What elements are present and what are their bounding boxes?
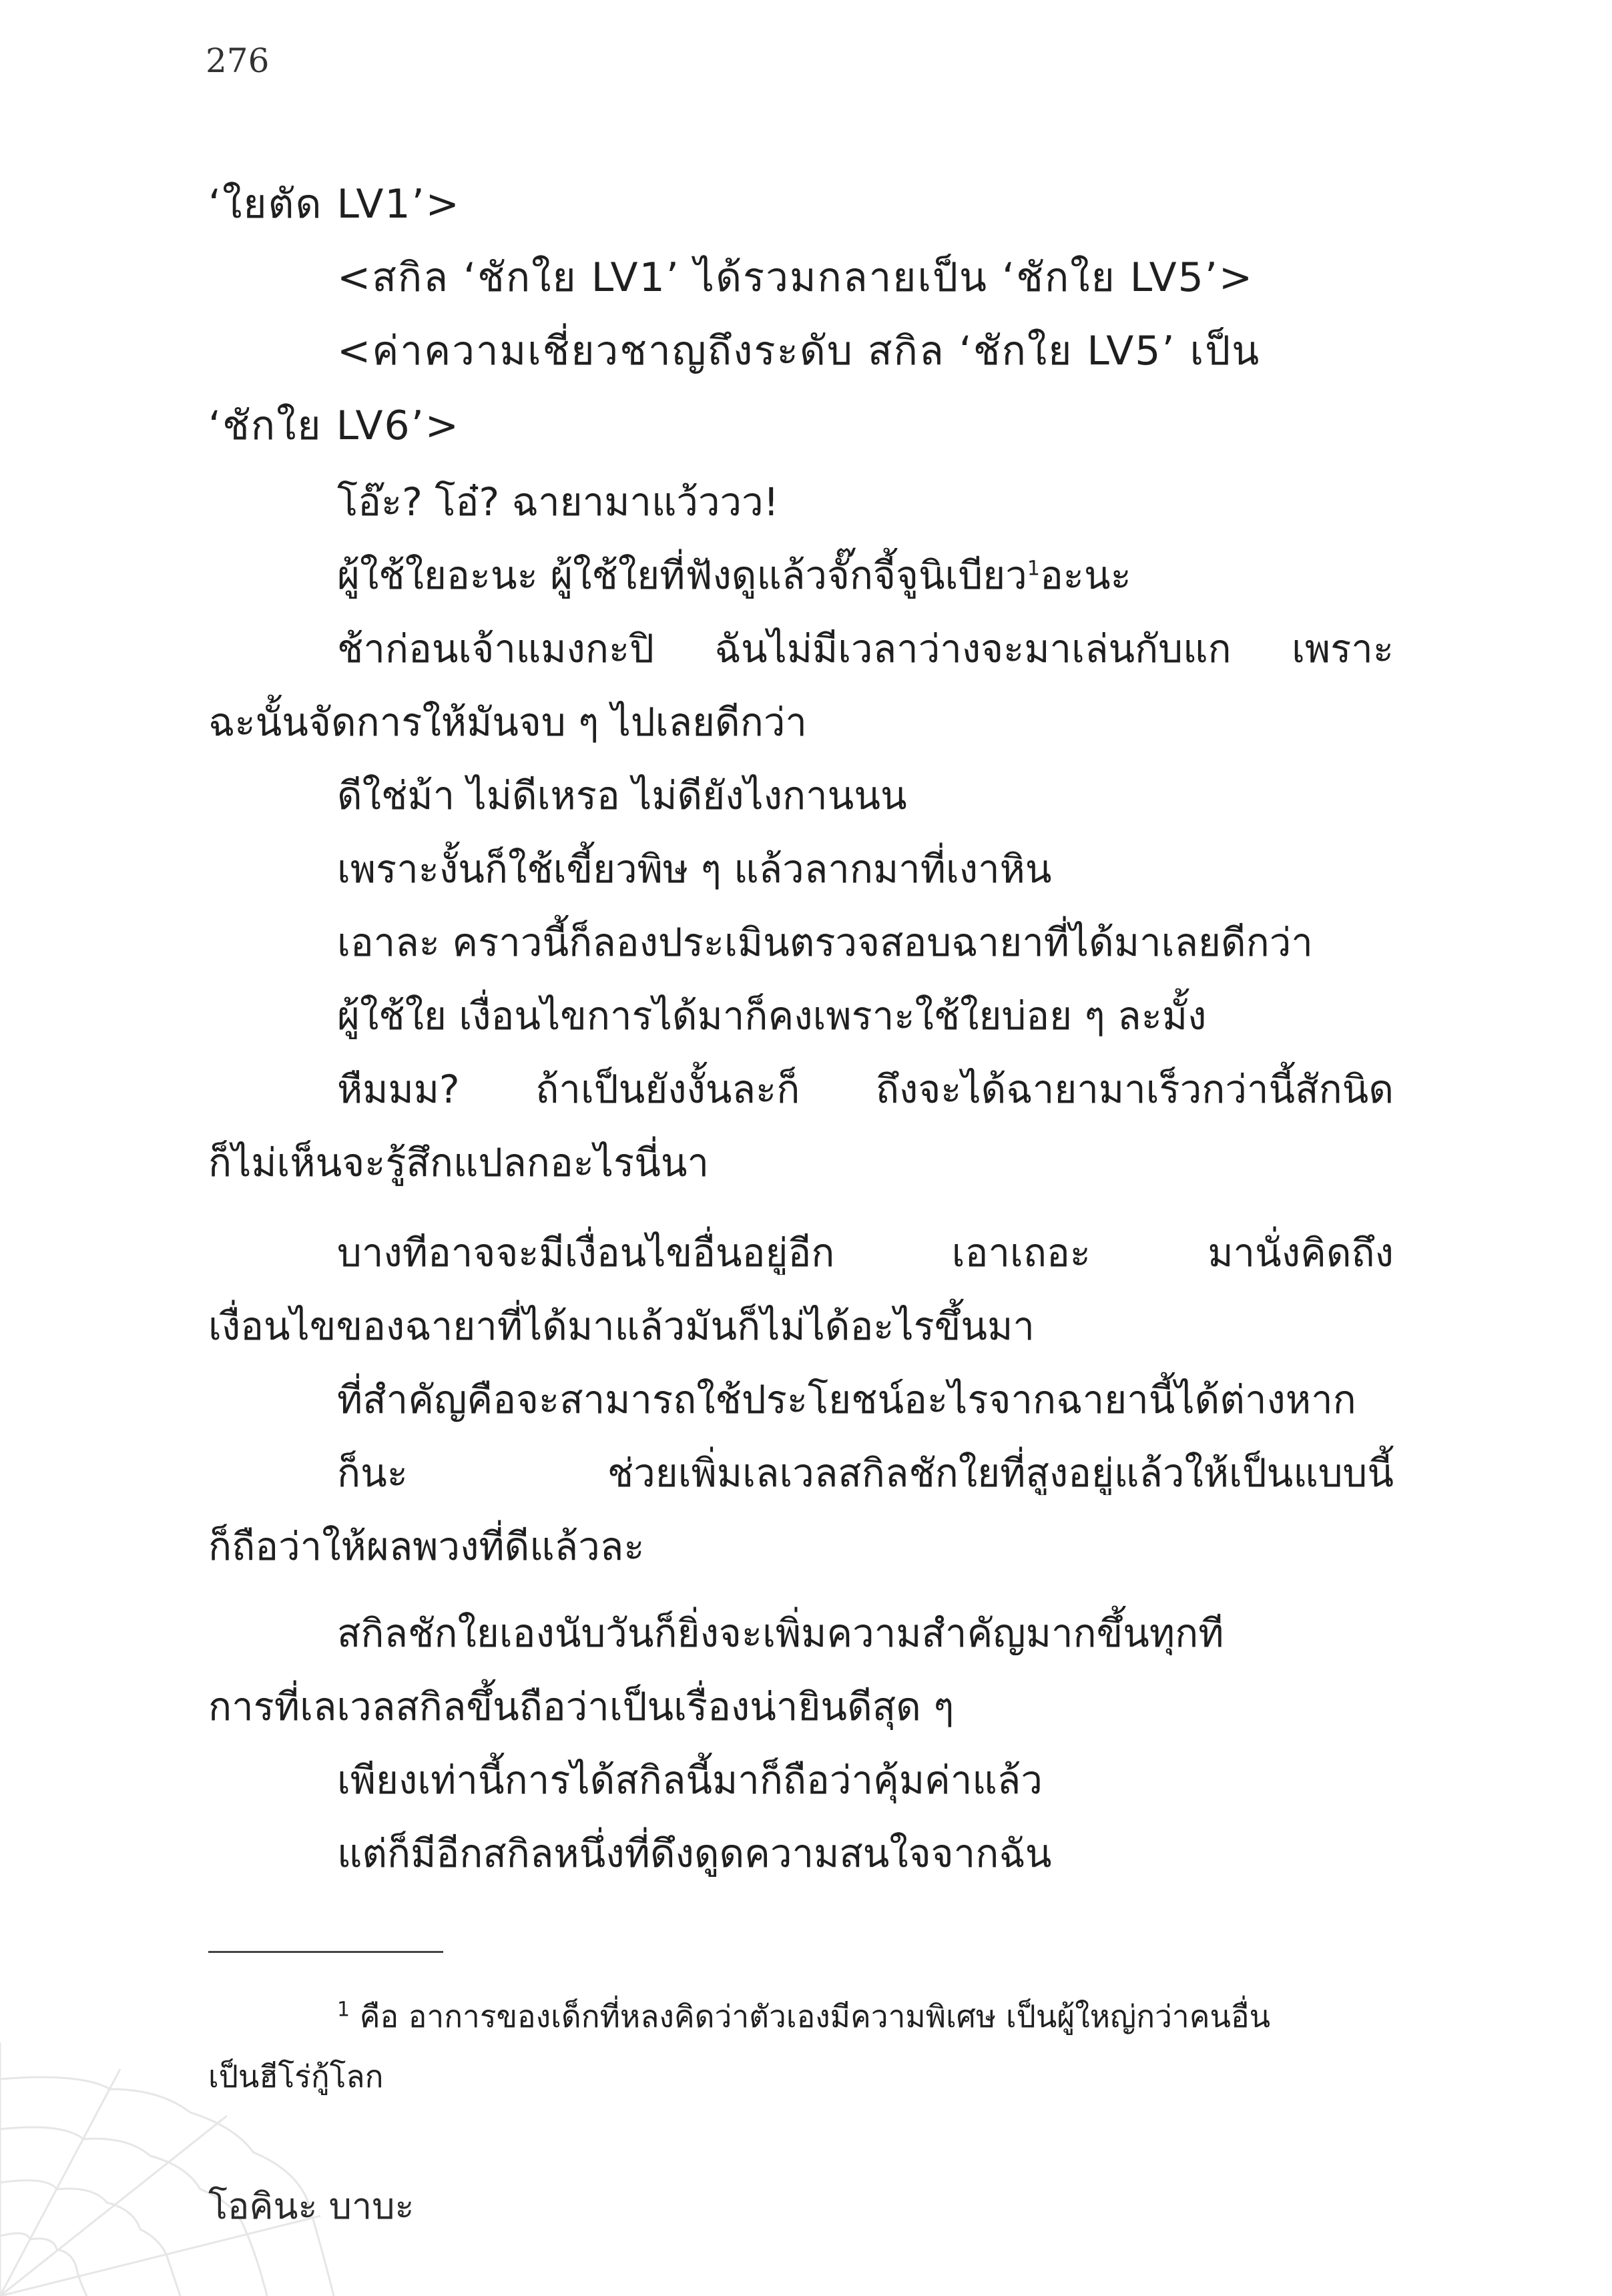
spider-web-icon [0, 2016, 347, 2296]
footnote-divider [208, 1951, 443, 1953]
body-line: บางทีอาจจะมีเงื่อนไขอื่นอยู่อีก เอาเถอะ มานั่งคิดถึง [337, 1230, 1394, 1275]
body-line: แต่ก็มีอีกสกิลหนึ่งที่ดึงดูดความสนใจจากฉัน [337, 1831, 1052, 1876]
system-message-line: <สกิล ‘ชักใย LV1’ ได้รวมกลายเป็น ‘ชักใย LV5’> [337, 254, 1254, 301]
body-line: เพียงเท่านี้การได้สกิลนี้มาก็ถือว่าคุ้มค่าแล้ว [337, 1757, 1043, 1803]
body-line: สกิลชักใยเองนับวันก็ยิ่งจะเพิ่มความสำคัญมากขึ้นทุกที [337, 1611, 1224, 1655]
system-message-line: <ค่าความเชี่ยวชาญถึงระดับ สกิล ‘ชักใย LV5’ เป็น [337, 328, 1261, 374]
body-line: ดีใช่ม้า ไม่ดีเหรอ ไม่ดียังไงกานนน [337, 773, 907, 818]
body-line: เพราะงั้นก็ใช้เขี้ยวพิษ ๆ แล้วลากมาที่เงาหิน [337, 846, 1052, 892]
system-message-line: ‘ใยตัด LV1’> [208, 181, 461, 228]
body-text: อะนะ [1039, 553, 1131, 598]
footnote-marker: 1 [337, 1998, 350, 2022]
body-line: การที่เลเวลสกิลขึ้นถือว่าเป็นเรื่องน่ายินดีสุด ๆ [208, 1684, 955, 1729]
body-line: ช้าก่อนเจ้าแมงกะปิ ฉันไม่มีเวลาว่างจะมาเล่นกับแก เพราะ [337, 626, 1394, 671]
body-line: เอาละ คราวนี้ก็ลองประเมินตรวจสอบฉายาที่ได้มาเลยดีกว่า [337, 920, 1313, 965]
page-number: 276 [206, 41, 270, 80]
body-line: หืมมม? ถ้าเป็นยังงั้นละก็ ถึงจะได้ฉายามาเร็วกว่านี้สักนิด [337, 1067, 1394, 1111]
body-line: ผู้ใช้ใย เงื่อนไขการได้มาก็คงเพราะใช้ใยบ่อย ๆ ละมั้ง [337, 993, 1207, 1039]
footnote-line: เป็นฮีโร่กู้โลก [208, 2058, 384, 2094]
body-line-with-footnote [337, 544, 1131, 606]
body-line: เงื่อนไขของฉายาที่ได้มาแล้วมันก็ไม่ได้อะไรขึ้นมา [208, 1304, 1035, 1349]
author-footer: โอคินะ บาบะ [208, 2185, 415, 2227]
body-text: ผู้ใช้ใยอะนะ ผู้ใช้ใยที่ฟังดูแล้วจั๊กจี้จูนิเบียว [337, 553, 1027, 598]
footnote-reference: 1 [1027, 557, 1040, 581]
footnote-line [337, 1992, 1270, 2041]
body-line: ก็ถือว่าให้ผลพวงที่ดีแล้วละ [208, 1524, 645, 1569]
body-line: โอ๊ะ? โอ๋? ฉายามาแว้ววว! [337, 479, 779, 525]
body-line: ก็ไม่เห็นจะรู้สึกแปลกอะไรนี่นา [208, 1140, 710, 1185]
body-line: ที่สำคัญคือจะสามารถใช้ประโยชน์อะไรจากฉายานี้ได้ต่างหาก [337, 1377, 1356, 1422]
body-line: ก็นะ ช่วยเพิ่มเลเวลสกิลชักใยที่สูงอยู่แล้วให้เป็นแบบนี้ [337, 1450, 1394, 1495]
footnote-text: คือ อาการของเด็กที่หลงคิดว่าตัวเองมีความพิเศษ เป็นผู้ใหญ่กว่าคนอื่น [359, 1998, 1271, 2034]
system-message-line: ‘ชักใย LV6’> [208, 402, 461, 449]
body-line: ฉะนั้นจัดการให้มันจบ ๆ ไปเลยดีกว่า [208, 699, 807, 745]
